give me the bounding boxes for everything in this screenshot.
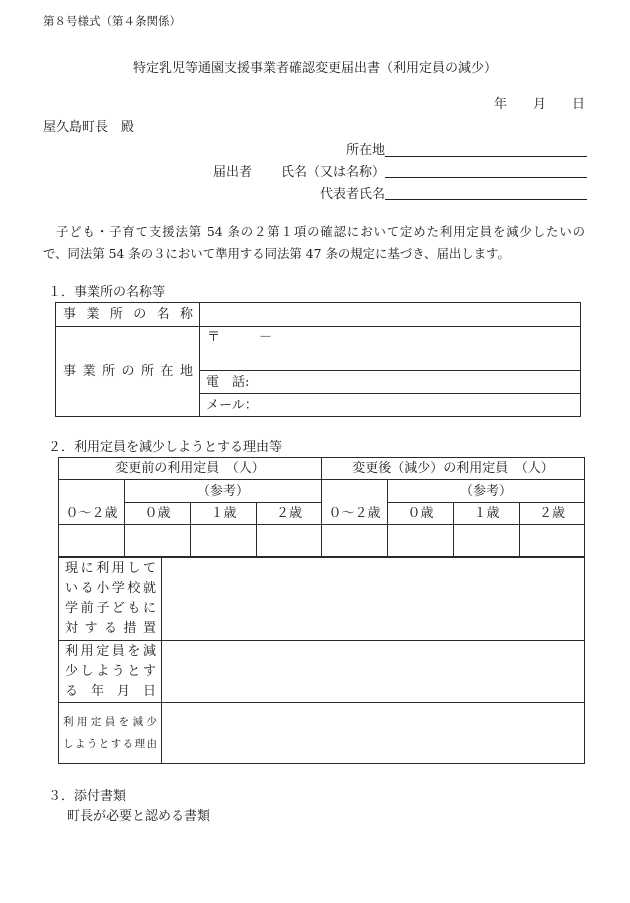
section1-heading: １．事業所の名称等	[48, 285, 166, 300]
capacity-table	[58, 457, 585, 558]
reduction-reason-label-cell	[59, 703, 162, 764]
body-line-1: 子ども・子育て支援法第 54 条の２第１項の確認において定めた利用定員を減少したいの	[56, 224, 585, 239]
facility-name-label: 事 業 所 の 名 称	[63, 307, 193, 322]
reduction-date-label-line: 少しようとす	[65, 663, 156, 679]
address-underline	[385, 156, 587, 157]
before-age-1-value	[191, 525, 257, 558]
facility-name-value-cell	[200, 303, 581, 327]
attachment-item: 町長が必要と認める書類	[67, 809, 211, 824]
after-age-0-header: ０歳	[388, 503, 454, 525]
section3-heading: ３．添付書類	[48, 789, 127, 804]
facility-table	[55, 302, 581, 417]
form-number: 第８号様式（第４条関係）	[43, 14, 181, 28]
before-header: 変更前の利用定員 （人）	[59, 458, 322, 480]
before-age-2-header: ２歳	[257, 503, 322, 525]
date-line: 年 月 日	[493, 97, 585, 112]
before-age-2-value	[257, 525, 322, 558]
phone-label: 電 話:	[206, 374, 250, 390]
reduction-reason-label-line: 利用定員を減少	[63, 716, 157, 728]
after-age-0-2-value	[322, 525, 388, 558]
before-age-0-value	[125, 525, 191, 558]
measures-label-line: 現に利用して	[65, 560, 156, 576]
before-reference-label: （参考）	[125, 480, 322, 503]
before-age-0-2-header: ０～２歳	[59, 480, 125, 525]
reduction-date-value-cell	[162, 641, 585, 703]
representative-label: 代表者氏名	[319, 187, 385, 202]
after-age-1-value	[454, 525, 520, 558]
measures-value-cell	[162, 557, 585, 641]
phone-cell	[200, 371, 581, 394]
before-age-1-header: １歳	[191, 503, 257, 525]
after-header: 変更後（減少）の利用定員 （人）	[322, 458, 585, 480]
measures-label-line: 対 す る 措 置	[65, 620, 156, 636]
section2-heading: ２．利用定員を減少しようとする理由等	[48, 440, 283, 455]
email-label: メール：	[206, 397, 258, 413]
after-age-0-2-header: ０～２歳	[322, 480, 388, 525]
page-title: 特定乳児等通園支援事業者確認変更届出書（利用定員の減少）	[132, 61, 497, 76]
representative-underline	[385, 199, 587, 200]
postal-code-cell	[200, 327, 581, 371]
facility-location-label-cell	[56, 327, 200, 417]
after-age-1-header: １歳	[454, 503, 520, 525]
measures-label-cell	[59, 557, 162, 641]
applicant-label: 届出者	[213, 165, 253, 180]
before-age-0-2-value	[59, 525, 125, 558]
email-cell	[200, 394, 581, 417]
after-reference-label: （参考）	[388, 480, 585, 503]
reduction-reason-label-line: しようとする理由	[63, 738, 157, 750]
name-label: 氏名（又は名称）	[280, 165, 385, 180]
after-age-2-header: ２歳	[520, 503, 585, 525]
facility-name-label-cell	[56, 303, 200, 327]
after-age-0-value	[388, 525, 454, 558]
reason-table	[58, 556, 585, 764]
reduction-date-label-cell	[59, 641, 162, 703]
body-line-2: で、同法第 54 条の３において準用する同法第 47 条の規定に基づき、届出します。	[43, 246, 510, 261]
reduction-date-label-line: る 年 月 日	[65, 683, 157, 699]
reduction-date-label-line: 利用定員を減	[65, 643, 156, 659]
measures-label-line: 学前子どもに	[65, 600, 156, 616]
addressee: 屋久島町長 殿	[43, 120, 135, 135]
reduction-reason-value-cell	[162, 703, 585, 764]
after-age-2-value	[520, 525, 585, 558]
name-underline	[385, 177, 587, 178]
before-age-0-header: ０歳	[125, 503, 191, 525]
facility-location-label: 事 業 所 の 所 在 地	[63, 364, 193, 379]
postal-prefix: 〒 －	[207, 330, 273, 345]
address-label: 所在地	[345, 143, 385, 158]
measures-label-line: いる小学校就	[65, 580, 156, 596]
